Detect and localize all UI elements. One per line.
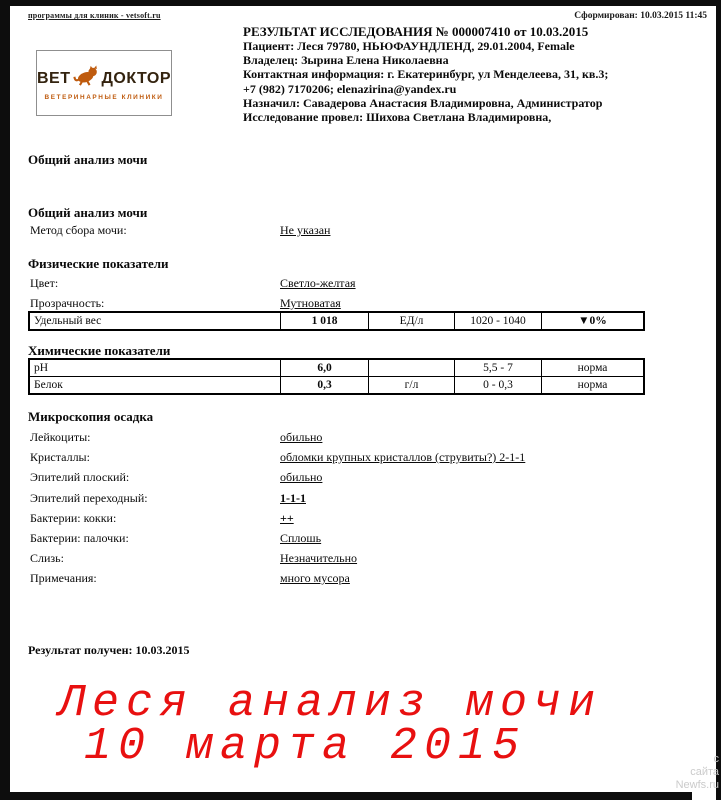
owner-line: Владелец: Зырина Елена Николаевна xyxy=(243,53,449,68)
vetsoft-link[interactable]: программы для клиник - vetsoft.ru xyxy=(28,11,161,20)
color-label: Цвет: xyxy=(30,276,59,290)
bacteria-cocci-value: ++ xyxy=(280,511,294,525)
clarity-label: Прозрачность: xyxy=(30,296,105,310)
table-row xyxy=(30,360,643,376)
section-title: Общий анализ мочи xyxy=(28,152,148,167)
leukocytes-value: обильно xyxy=(280,430,323,444)
physical-table xyxy=(28,311,645,331)
flat-epithelium-value: обильно xyxy=(280,470,323,484)
handwritten-note-line2: 10 марта 2015 xyxy=(84,721,527,772)
param-value-cell: 6,0 xyxy=(280,360,368,376)
table-row xyxy=(30,376,643,393)
leukocytes-label: Лейкоциты: xyxy=(30,430,91,444)
performed-by-line: Исследование провел: Шихова Светлана Владимировна, xyxy=(243,110,552,125)
param-unit-cell: г/л xyxy=(368,377,454,393)
result-received: Результат получен: 10.03.2015 xyxy=(28,643,190,657)
method-value: Не указан xyxy=(280,223,331,237)
method-row xyxy=(30,223,675,240)
microscopy-row xyxy=(30,551,675,568)
handwritten-note-line1: Леся анализ мочи xyxy=(58,678,603,729)
assigned-by-line: Назначил: Савадерова Анастасия Владимировна, Администратор xyxy=(243,95,603,110)
cat-icon xyxy=(73,65,100,86)
microscopy-row xyxy=(30,571,675,588)
param-name-cell: Удельный вес xyxy=(34,315,102,327)
logo-brand xyxy=(37,65,171,92)
bacteria-rods-value: Сплошь xyxy=(280,531,322,545)
param-unit-cell: ЕД/л xyxy=(368,313,454,329)
logo-brand-doktor: ДОКТОР xyxy=(101,69,171,87)
contact-line-1: Контактная информация: г. Екатеринбург, ул Менделеева, 31, кв.3; xyxy=(243,67,609,82)
microscopy-heading: Микроскопия осадка xyxy=(28,409,154,424)
watermark-line: Newfs.ru xyxy=(675,779,719,791)
microscopy-row xyxy=(30,450,675,467)
param-flag-cell: норма xyxy=(541,360,643,376)
notes-label: Примечания: xyxy=(30,571,97,585)
param-flag-cell: ▼0% xyxy=(541,313,643,329)
microscopy-row xyxy=(30,531,675,548)
param-flag-cell: норма xyxy=(541,377,643,393)
param-value-cell: 1 018 xyxy=(280,313,368,329)
page-frame-bottom xyxy=(0,792,692,800)
microscopy-row xyxy=(30,511,675,528)
notes-value: много мусора xyxy=(280,571,350,585)
report-title: РЕЗУЛЬТАТ ИССЛЕДОВАНИЯ № 000007410 от 10.03.2015 xyxy=(243,24,589,39)
chemical-table xyxy=(28,358,645,395)
microscopy-row xyxy=(30,470,675,487)
color-value: Светло-желтая xyxy=(280,276,356,290)
contact-line-2: +7 (982) 7170206; elenazirina@yandex.ru xyxy=(243,81,457,96)
param-name-cell: pH xyxy=(34,362,49,374)
mucus-label: Слизь: xyxy=(30,551,64,565)
param-range-cell: 5,5 - 7 xyxy=(454,360,541,376)
param-name-cell: Белок xyxy=(34,379,63,391)
logo-subtitle: ВЕТЕРИНАРНЫЕ КЛИНИКИ xyxy=(44,94,164,101)
param-range-cell: 1020 - 1040 xyxy=(454,313,541,329)
physical-heading: Физические показатели xyxy=(28,256,169,271)
microscopy-row xyxy=(30,430,675,447)
patient-line: Пациент: Леся 79780, НЬЮФАУНДЛЕНД, 29.01.2004, Female xyxy=(243,39,575,53)
param-range-cell: 0 - 0,3 xyxy=(454,377,541,393)
generated-timestamp: Сформирован: 10.03.2015 11:45 xyxy=(574,11,707,21)
crystals-value: обломки крупных кристаллов (струвиты?) 2-1-1 xyxy=(280,450,526,464)
clinic-logo xyxy=(36,50,172,116)
transitional-epithelium-value: 1-1-1 xyxy=(280,491,306,505)
bacteria-rods-label: Бактерии: палочки: xyxy=(30,531,129,545)
param-unit-cell xyxy=(368,360,454,376)
color-row xyxy=(30,276,675,293)
bacteria-cocci-label: Бактерии: кокки: xyxy=(30,511,117,525)
microscopy-row xyxy=(30,491,675,508)
logo-brand-vet: ВЕТ xyxy=(37,69,71,87)
clarity-value: Мутноватая xyxy=(280,296,341,310)
crystals-label: Кристаллы: xyxy=(30,450,90,464)
watermark-line: сайта xyxy=(690,766,719,778)
method-label: Метод сбора мочи: xyxy=(30,223,127,237)
mucus-value: Незначительно xyxy=(280,551,358,565)
flat-epithelium-label: Эпителий плоский: xyxy=(30,470,130,484)
table-row xyxy=(30,313,643,329)
chemical-heading: Химические показатели xyxy=(28,343,171,358)
transitional-epithelium-label: Эпителий переходный: xyxy=(30,491,148,505)
param-value-cell: 0,3 xyxy=(280,377,368,393)
site-watermark xyxy=(676,753,719,792)
subsection-title: Общий анализ мочи xyxy=(28,205,148,220)
watermark-line: с xyxy=(713,753,719,765)
report-header xyxy=(243,24,715,124)
